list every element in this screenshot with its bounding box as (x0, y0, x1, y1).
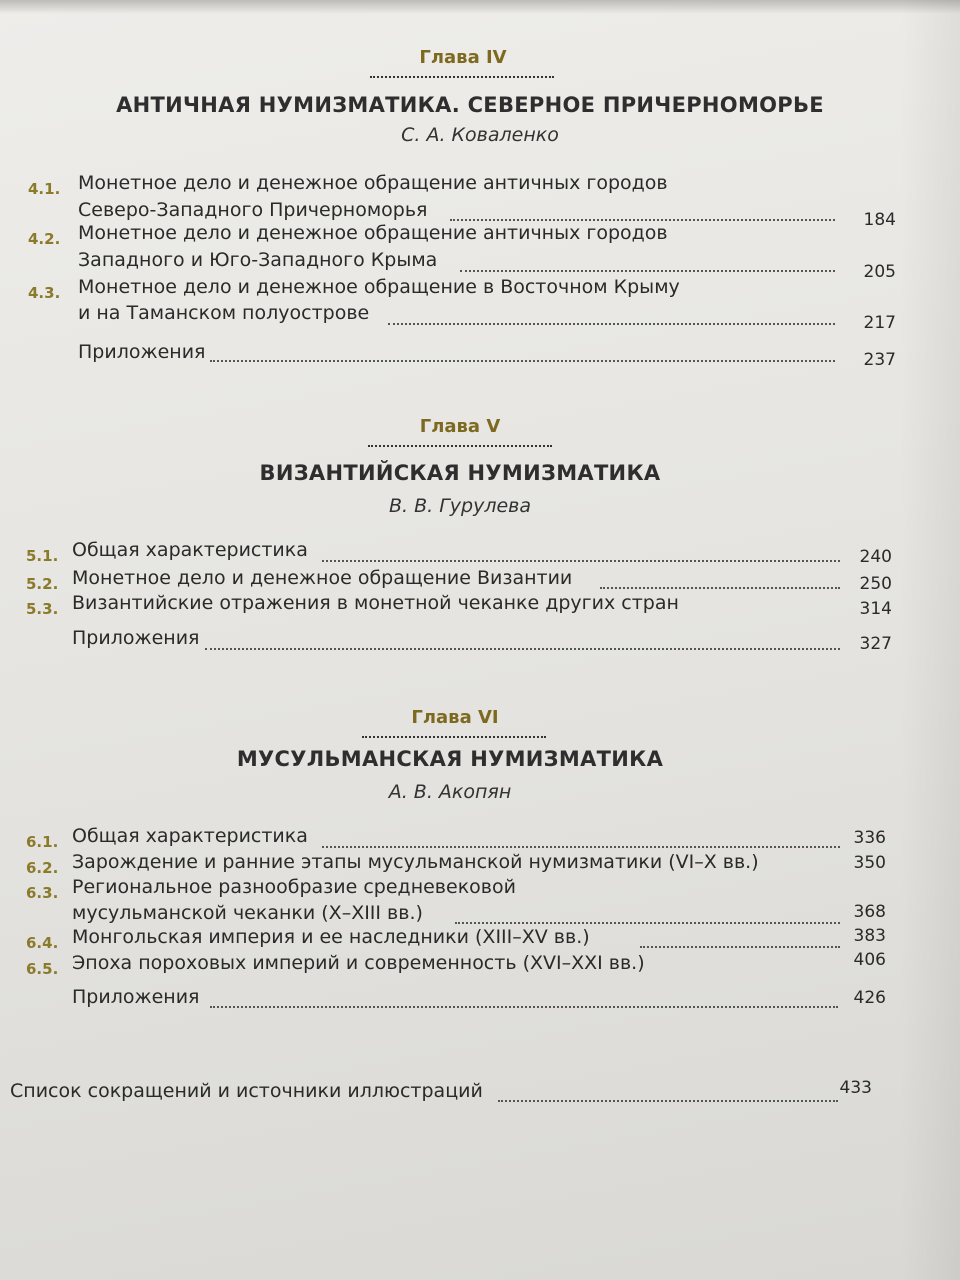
toc-entry-title[interactable]: Монетное дело и денежное обращение в Восточном Крыму (78, 276, 680, 298)
chapter-4-title: АНТИЧНАЯ НУМИЗМАТИКА. СЕВЕРНОЕ ПРИЧЕРНОМОРЬЕ (116, 93, 824, 117)
toc-entry-page: 184 (863, 210, 896, 230)
toc-entry-number: 4.2. (28, 230, 61, 248)
toc-entry-number: 6.3. (26, 884, 59, 902)
toc-entry-title-cont[interactable]: и на Таманском полуострове (78, 302, 370, 324)
toc-entry-page: 250 (859, 574, 892, 594)
leader-dots (450, 219, 835, 221)
toc-entry-page: 426 (853, 988, 886, 1008)
toc-entry-page: 314 (859, 599, 892, 619)
toc-entry-title[interactable]: Монетное дело и денежное обращение Византии (72, 567, 573, 589)
leader-dots (640, 946, 840, 948)
chapter-5-rule (368, 445, 552, 447)
chapter-5-author: В. В. Гурулева (388, 495, 532, 517)
toc-entry-page: 383 (853, 926, 886, 946)
leader-dots (210, 360, 835, 362)
toc-entry-page: 217 (863, 313, 896, 333)
toc-entry-number: 6.4. (26, 934, 59, 952)
toc-entry-page: 350 (853, 853, 886, 873)
leader-dots (210, 1006, 838, 1008)
leader-dots (460, 270, 835, 272)
toc-entry-number: 6.1. (26, 833, 59, 851)
toc-footer-page: 433 (839, 1078, 872, 1098)
toc-entry-title[interactable]: Приложения (72, 986, 200, 1008)
leader-dots (205, 648, 840, 650)
toc-entry-page: 240 (859, 547, 892, 567)
chapter-4-author: С. А. Коваленко (401, 124, 559, 146)
toc-entry-title-cont[interactable]: Северо-Западного Причерноморья (78, 199, 428, 221)
toc-entry-page: 336 (853, 828, 886, 848)
toc-entry-title-cont[interactable]: Западного и Юго-Западного Крыма (78, 249, 438, 271)
toc-entry-title[interactable]: Монетное дело и денежное обращение античных городов (78, 222, 668, 244)
leader-dots (322, 846, 840, 848)
chapter-6-rule (362, 736, 546, 738)
leader-dots (322, 560, 840, 562)
toc-entry-number: 6.5. (26, 960, 59, 978)
toc-entry-title[interactable]: Монетное дело и денежное обращение античных городов (78, 172, 668, 194)
chapter-6-author: А. В. Акопян (388, 781, 512, 803)
toc-entry-page: 327 (859, 634, 892, 654)
toc-entry-page: 205 (863, 262, 896, 282)
toc-entry-title[interactable]: Общая характеристика (72, 539, 308, 561)
toc-entry-page: 237 (863, 350, 896, 370)
chapter-4-label: Глава IV (419, 47, 507, 68)
toc-entry-title[interactable]: Эпоха пороховых империй и современность (XVI–XXI вв.) (72, 952, 645, 974)
toc-entry-title[interactable]: Монгольская империя и ее наследники (XIII–XV вв.) (72, 926, 590, 948)
leader-dots (388, 323, 835, 325)
chapter-5-title: ВИЗАНТИЙСКАЯ НУМИЗМАТИКА (259, 461, 661, 485)
toc-entry-number: 4.1. (28, 180, 61, 198)
toc-entry-title[interactable]: Региональное разнообразие средневековой (72, 876, 516, 898)
leader-dots (455, 922, 840, 924)
toc-entry-title-cont[interactable]: мусульманской чеканки (X–XIII вв.) (72, 902, 423, 924)
page-right-shadow (900, 0, 960, 1280)
toc-entry-title[interactable]: Приложения (78, 341, 206, 363)
toc-entry-number: 4.3. (28, 284, 61, 302)
toc-entry-page: 368 (853, 902, 886, 922)
leader-dots (498, 1100, 838, 1102)
chapter-4-rule (370, 76, 554, 78)
toc-entry-title[interactable]: Зарождение и ранние этапы мусульманской нумизматики (VI–X вв.) (72, 851, 759, 873)
toc-entry-number: 5.2. (26, 575, 59, 593)
toc-entry-number: 6.2. (26, 859, 59, 877)
chapter-5-label: Глава V (419, 416, 501, 437)
toc-entry-number: 5.1. (26, 547, 59, 565)
toc-entry-title[interactable]: Приложения (72, 627, 200, 649)
toc-entry-title[interactable]: Византийские отражения в монетной чеканке других стран (72, 592, 679, 614)
chapter-6-label: Глава VI (411, 707, 499, 728)
page-top-shadow (0, 0, 960, 14)
toc-footer-entry[interactable]: Список сокращений и источники иллюстраций (10, 1080, 483, 1102)
toc-entry-page: 406 (853, 950, 886, 970)
leader-dots (600, 587, 840, 589)
chapter-6-title: МУСУЛЬМАНСКАЯ НУМИЗМАТИКА (236, 747, 664, 771)
toc-entry-number: 5.3. (26, 600, 59, 618)
toc-entry-title[interactable]: Общая характеристика (72, 825, 308, 847)
